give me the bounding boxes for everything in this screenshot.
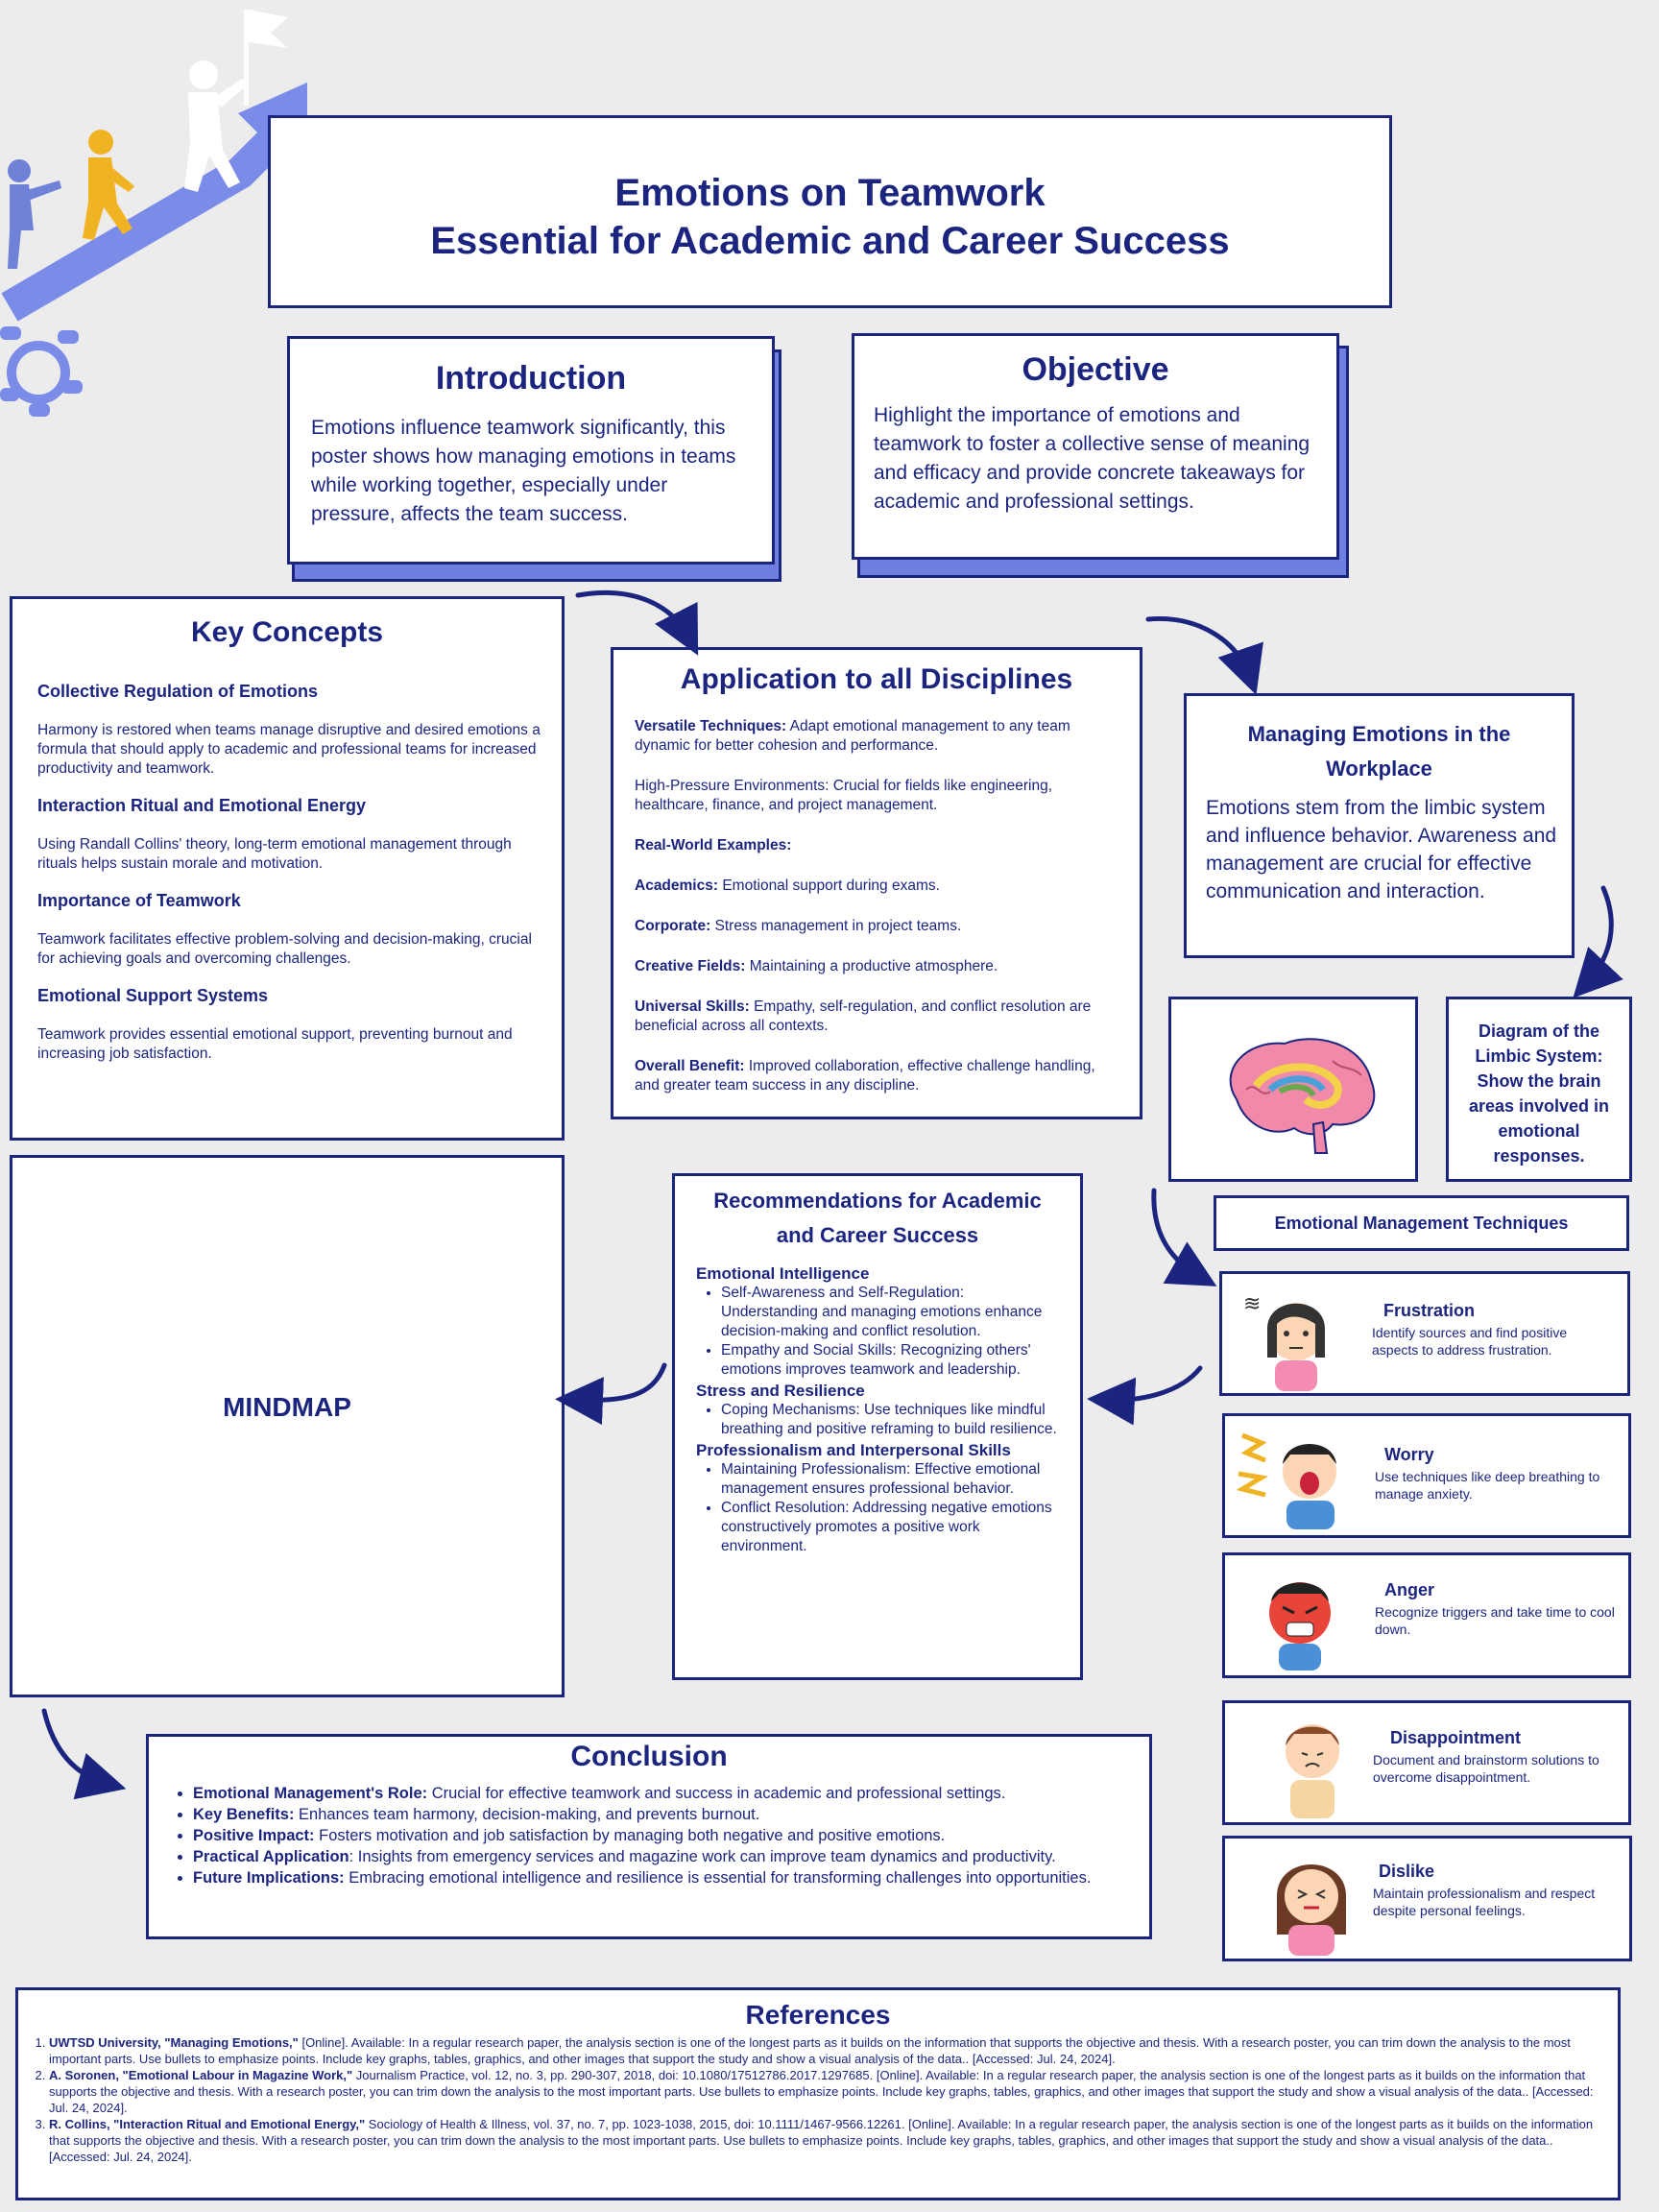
reference-item xyxy=(49,2034,1602,2067)
app-versatile xyxy=(635,717,1122,756)
kc-body-2: Using Randall Collins' theory, long-term emotional management through rituals helps sustain morale and motivation. xyxy=(37,836,512,872)
frustrated-face-icon xyxy=(1243,1286,1339,1391)
technique-name: Frustration xyxy=(1383,1301,1476,1320)
technique-desc: Recognize triggers and take time to cool down. xyxy=(1375,1604,1615,1637)
mindmap-label: MINDMAP xyxy=(223,1392,351,1422)
conclusion-text: Fosters motivation and job satisfaction by managing both negative and positive emotions. xyxy=(314,1827,946,1844)
worried-face-icon xyxy=(1233,1426,1367,1531)
arrow-techniques-to-recommendations xyxy=(1106,1368,1200,1400)
technique-card-frustration xyxy=(1219,1271,1630,1396)
rec-heading-3: Professionalism and Interpersonal Skills xyxy=(696,1441,1011,1459)
brain-image-box xyxy=(1168,997,1418,1182)
key-concepts-title: Key Concepts xyxy=(190,616,384,648)
techniques-title: Emotional Management Techniques xyxy=(1274,1214,1569,1233)
app-example-4 xyxy=(635,998,1122,1036)
mindmap-box xyxy=(10,1155,565,1697)
app-example-label: Creative Fields: xyxy=(635,958,746,974)
rec-bullet: • Coping Mechanisms: Use techniques like mindful breathing and positive reframing to build resilience. xyxy=(721,1401,1065,1439)
app-examples-heading xyxy=(635,836,1122,855)
workplace-title: Managing Emotions in the Workplace xyxy=(1247,722,1511,781)
app-example-label: Corporate: xyxy=(635,918,711,934)
limbic-caption-box xyxy=(1446,997,1632,1182)
kc-heading-2: Interaction Ritual and Emotional Energy xyxy=(37,796,367,815)
svg-text:≋: ≋ xyxy=(1243,1292,1262,1316)
conclusion-label: Emotional Management's Role: xyxy=(193,1785,428,1802)
app-example-3 xyxy=(635,957,1122,976)
reference-item xyxy=(49,2067,1602,2116)
rec-heading-1: Emotional Intelligence xyxy=(696,1264,870,1283)
app-example-text: Empathy, self-regulation, and conflict resolution are beneficial across all contexts. xyxy=(635,998,1092,1034)
angry-face-icon xyxy=(1252,1567,1348,1672)
reference-text: [Online]. Available: In a regular research paper, the analysis section is one of the longest parts as it builds on the information that supports the objective and thesis. With a research poster, you can trim down the analysis to the most important parts. Use bullets to emphasize points. Include key graphs, tables, graphics, and other images that support the study and show a visual analysis of the data.. [Accessed: Jul. 24, 2024]. xyxy=(49,2035,1571,2066)
app-example-5 xyxy=(635,1057,1122,1095)
kc-heading-1: Collective Regulation of Emotions xyxy=(37,682,319,701)
conclusion-text: Enhances team harmony, decision-making, and prevents burnout. xyxy=(294,1806,760,1823)
technique-name: Disappointment xyxy=(1390,1728,1522,1747)
arrow-keyconcepts-to-application xyxy=(578,592,689,638)
rec-list-1 xyxy=(696,1284,1065,1380)
reference-item xyxy=(49,2116,1602,2165)
reference-text: Sociology of Health & Illness, vol. 37, no. 7, pp. 1023-1038, 2015, doi: 10.1111/1467-9566.12261. [Online]. Available: In a regular research paper, the analysis section is one of the longest parts as it builds on the information that supports the objective and thesis. With a research poster, you can trim down the analysis to the most important parts. Use bullets to emphasize points. Include key graphs, tables, graphics, and other images that support the study and show a visual analysis of the data.. [Accessed: Jul. 24, 2024]. xyxy=(49,2117,1594,2164)
app-example-text: Stress management in project teams. xyxy=(710,918,962,934)
app-example-text: Maintaining a productive atmosphere. xyxy=(745,958,998,974)
app-versatile-label: Versatile Techniques: xyxy=(635,718,787,734)
reference-label: R. Collins, "Interaction Ritual and Emotional Energy," xyxy=(49,2117,366,2131)
references-box xyxy=(15,1987,1621,2200)
reference-text: Journalism Practice, vol. 12, no. 3, pp. 290-307, 2018, doi: 10.1080/17512786.2017.1297685. [Online]. Available: In a regular research paper, the analysis section is one of the longest parts as it builds on the information that supports the objective and thesis. With a research poster, you can trim down the analysis to the most important parts. Use bullets to emphasize points. Include key graphs, tables, graphics, and other images that support the study and show a visual analysis of the data.. [Accessed: Jul. 24, 2024]. xyxy=(49,2068,1594,2115)
rec-bullet: • Conflict Resolution: Addressing negative emotions constructively promotes a positive work environment. xyxy=(721,1499,1065,1556)
technique-desc: Use techniques like deep breathing to manage anxiety. xyxy=(1375,1469,1600,1502)
arrow-workplace-to-limbic xyxy=(1586,888,1611,984)
app-versatile-text: Adapt emotional management to any team dynamic for better cohesion and performance. xyxy=(635,718,1070,754)
conclusion-item xyxy=(193,1825,1138,1846)
arrow-mindmap-to-conclusion xyxy=(44,1711,108,1784)
app-example-label: Universal Skills: xyxy=(635,998,750,1015)
objective-title: Objective xyxy=(1022,351,1169,388)
disappointed-face-icon xyxy=(1269,1711,1356,1821)
technique-card-anger xyxy=(1222,1552,1631,1678)
conclusion-item xyxy=(193,1783,1138,1804)
conclusion-text: Crucial for effective teamwork and success in academic and professional settings. xyxy=(427,1785,1006,1802)
kc-heading-3: Importance of Teamwork xyxy=(37,891,241,910)
app-example-1 xyxy=(635,877,1122,896)
objective-box xyxy=(852,333,1339,560)
conclusion-text: Embracing emotional intelligence and resilience is essential for transforming challenges into opportunities. xyxy=(344,1869,1092,1887)
rec-list-2 xyxy=(696,1401,1065,1439)
technique-name: Worry xyxy=(1384,1445,1434,1464)
introduction-box xyxy=(287,336,775,565)
workplace-body: Emotions stem from the limbic system and influence behavior. Awareness and management are crucial for effective communication and interaction. xyxy=(1206,797,1557,902)
conclusion-item xyxy=(193,1804,1138,1825)
conclusion-label: Key Benefits: xyxy=(193,1806,295,1823)
brain-icon xyxy=(1217,1032,1381,1157)
reference-label: A. Soronen, "Emotional Labour in Magazine Work," xyxy=(49,2068,353,2082)
recommendations-box xyxy=(672,1173,1083,1680)
title-line-1: Emotions on Teamwork xyxy=(614,172,1046,214)
kc-body-4: Teamwork provides essential emotional support, preventing burnout and increasing job satisfaction. xyxy=(37,1026,513,1062)
conclusion-label: Future Implications: xyxy=(193,1869,345,1887)
techniques-title-box xyxy=(1214,1195,1629,1251)
rec-bullet: • Empathy and Social Skills: Recognizing others' emotions improves teamwork and leadership. xyxy=(721,1341,1065,1380)
objective-body: Highlight the importance of emotions and teamwork to foster a collective sense of meaning and efficacy and provide concrete takeaways for academic and professional settings. xyxy=(874,404,1310,513)
kc-heading-4: Emotional Support Systems xyxy=(37,986,269,1005)
app-examples-heading-text: Real-World Examples: xyxy=(635,837,792,854)
technique-desc: Identify sources and find positive aspects to address frustration. xyxy=(1372,1325,1568,1358)
arrow-brain-to-techniques xyxy=(1154,1190,1200,1277)
rec-bullet: • Maintaining Professionalism: Effective emotional management ensures professional behavior. xyxy=(721,1460,1065,1499)
conclusion-box xyxy=(146,1734,1152,1939)
kc-body-3: Teamwork facilitates effective problem-solving and decision-making, crucial for achieving goals and overcoming challenges. xyxy=(37,931,532,967)
app-high-pressure: High-Pressure Environments: Crucial for fields like engineering, healthcare, finance, and project management. xyxy=(635,778,1053,813)
technique-name: Anger xyxy=(1384,1580,1435,1599)
app-example-label: Overall Benefit: xyxy=(635,1058,745,1074)
key-concepts-box xyxy=(10,596,565,1141)
conclusion-label: Practical Application xyxy=(193,1848,349,1865)
technique-card-worry xyxy=(1222,1413,1631,1538)
introduction-title: Introduction xyxy=(435,360,627,397)
conclusion-item xyxy=(193,1867,1138,1888)
title-line-2: Essential for Academic and Career Success xyxy=(430,220,1230,262)
recommendations-title: Recommendations for Academic and Career Success xyxy=(713,1189,1042,1247)
limbic-caption: Diagram of the Limbic System: Show the brain areas involved in emotional responses. xyxy=(1468,1022,1610,1166)
technique-desc: Document and brainstorm solutions to overcome disappointment. xyxy=(1373,1752,1599,1785)
app-example-text: Improved collaboration, effective challenge handling, and greater team success in any discipline. xyxy=(635,1058,1095,1094)
application-title: Application to all Disciplines xyxy=(680,663,1073,695)
references-title: References xyxy=(745,2000,891,2030)
arrow-recommendations-to-mindmap xyxy=(574,1365,664,1400)
rec-heading-2: Stress and Resilience xyxy=(696,1382,865,1400)
technique-desc: Maintain professionalism and respect despite personal feelings. xyxy=(1373,1886,1596,1918)
arrow-application-to-workplace xyxy=(1148,618,1250,677)
rec-bullet: • Self-Awareness and Self-Regulation: Understanding and managing emotions enhance decision-making and conflict resolution. xyxy=(721,1284,1065,1341)
conclusion-title: Conclusion xyxy=(570,1741,728,1772)
conclusion-text: : Insights from emergency services and magazine work can improve team dynamics and productivity. xyxy=(349,1848,1056,1865)
app-example-text: Emotional support during exams. xyxy=(718,878,940,894)
reference-label: UWTSD University, "Managing Emotions," xyxy=(49,2035,299,2050)
rec-list-3 xyxy=(696,1460,1065,1556)
teamwork-arrow-illustration xyxy=(0,0,307,442)
kc-body-1: Harmony is restored when teams manage disruptive and desired emotions a formula that should apply to academic and professional teams for increased productivity and teamwork. xyxy=(37,722,541,777)
technique-name: Dislike xyxy=(1379,1862,1435,1881)
technique-card-disappointment xyxy=(1222,1700,1631,1825)
app-example-label: Academics: xyxy=(635,878,719,894)
conclusion-label: Positive Impact: xyxy=(193,1827,315,1844)
application-box xyxy=(611,647,1142,1119)
app-example-2 xyxy=(635,917,1122,936)
dislike-face-icon xyxy=(1263,1848,1359,1959)
introduction-body: Emotions influence teamwork significantly, this poster shows how managing emotions in teams while working together, especially under pressure, affects the team success. xyxy=(311,417,736,525)
workplace-box xyxy=(1184,693,1575,958)
title-box xyxy=(268,115,1392,308)
technique-card-dislike xyxy=(1222,1836,1632,1961)
conclusion-item xyxy=(193,1846,1138,1867)
